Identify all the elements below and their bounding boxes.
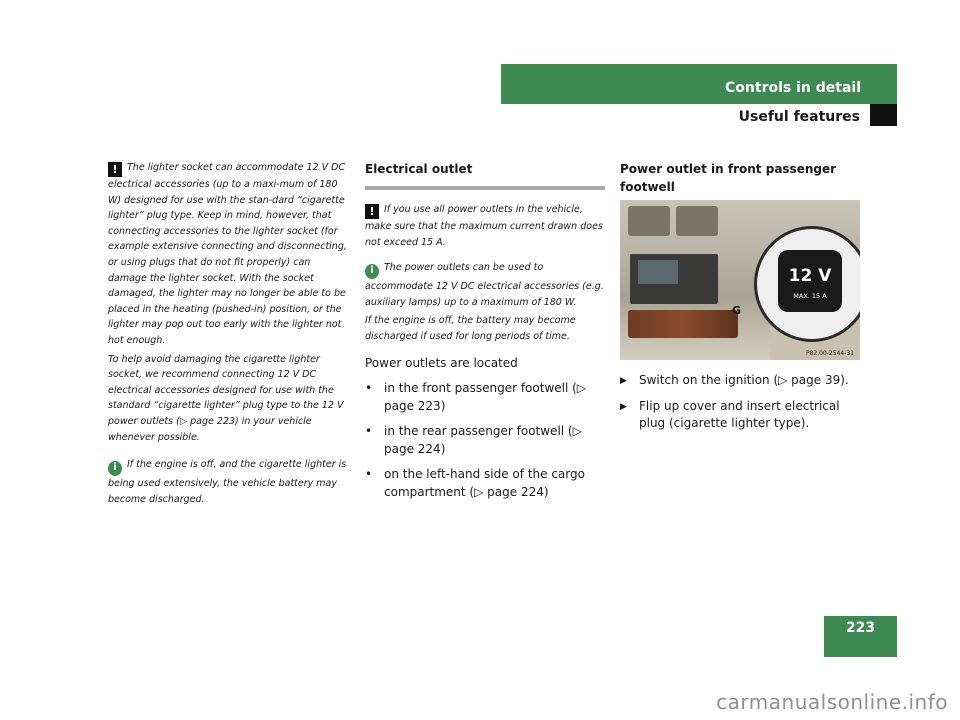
list-item: • in the rear passenger footwell (▷ page 224): [365, 424, 582, 456]
photo-code: P82.00-2544-31: [805, 350, 854, 357]
info-note: [365, 260, 605, 344]
info-text: The power outlets can be used to accommodate 12 V DC electrical accessories (e.g. auxiliary lamps) up to a maximum of 180 W.: [365, 262, 604, 308]
power-outlet-photo: [620, 200, 860, 360]
amperage-label: MAX. 15 A: [793, 292, 827, 300]
page-number: 223: [845, 620, 876, 636]
voltage-label: 12 V: [788, 266, 832, 286]
wood-trim: [628, 310, 738, 338]
list-item: ▶ Switch on the ignition (▷ page 39).: [620, 372, 865, 390]
warning-icon: !: [108, 162, 122, 177]
bullet-icon: •: [365, 381, 373, 396]
warning-icon: !: [365, 204, 379, 219]
warning-text: If you use all power outlets in the vehicle, make sure that the maximum current drawn does not exceed 15 A.: [365, 204, 603, 248]
section-header-bar: [501, 64, 897, 104]
column-middle: [365, 160, 605, 509]
header-marker: [870, 104, 897, 126]
info-icon: i: [365, 264, 379, 279]
subsection-title: Useful features: [738, 109, 860, 125]
electrical-outlet-heading: Electrical outlet: [365, 162, 473, 176]
watermark: carmanualsonline.info: [716, 690, 948, 714]
front-footwell-heading: Power outlet in front passenger footwell: [620, 162, 837, 194]
heading-rule: [365, 186, 605, 190]
bullet-icon: •: [365, 424, 373, 439]
bullet-icon: •: [365, 467, 373, 482]
photo-callout: G: [732, 304, 742, 317]
info-text-2: If the engine is off, the battery may become discharged if used for long periods of time.: [365, 315, 576, 342]
step-arrow-icon: ▶: [620, 376, 627, 386]
page-number-box: [824, 616, 897, 657]
info-icon: i: [108, 461, 122, 476]
info-note: [108, 457, 350, 507]
warning-note: [108, 160, 350, 445]
warning-note: [365, 202, 605, 250]
info-text: If the engine is off, and the cigarette lighter is being used extensively, the vehicle battery may become discharged.: [108, 459, 347, 505]
column-left: [108, 160, 350, 513]
instruction-steps: [620, 372, 865, 433]
list-item: • on the left-hand side of the cargo compartment (▷ page 224): [365, 467, 585, 499]
warning-text: The lighter socket can accommodate 12 V DC electrical accessories (up to a maxi-mum of 180 W) designed for use with the stan-dard “cigarette lighter” plug type. Keep in mind, however, that connecting accessories to the lighter socket (for example extensive connecting and disconnecting, or using plugs that do not fit properly) can damage the lighter socket. With the socket damaged, the lighter may no longer be able to be placed in the heating (pushed-in) position, or the lighter may pop out too early with the lighter not hot enough.: [108, 162, 347, 346]
section-title: Controls in detail: [725, 80, 861, 96]
warning-text-2: To help avoid damaging the cigarette lighter socket, we recommend connecting 12 V DC electrical accessories designed for use with the standard “cigarette lighter” plug type to the 12 V power outlets (▷ page 223) in your vehicle whenever possible.: [108, 353, 344, 443]
list-item: ▶ Flip up cover and insert electrical plug (cigarette lighter type).: [620, 398, 840, 430]
air-vent: [676, 206, 718, 236]
air-vent: [628, 206, 670, 236]
outlets-intro: Power outlets are located: [365, 355, 518, 370]
outlet-locations-list: [365, 380, 605, 501]
list-item: • in the front passenger footwell (▷ page 223): [365, 381, 587, 413]
column-right: [620, 160, 865, 441]
console-display: [638, 260, 678, 284]
step-arrow-icon: ▶: [620, 401, 627, 412]
